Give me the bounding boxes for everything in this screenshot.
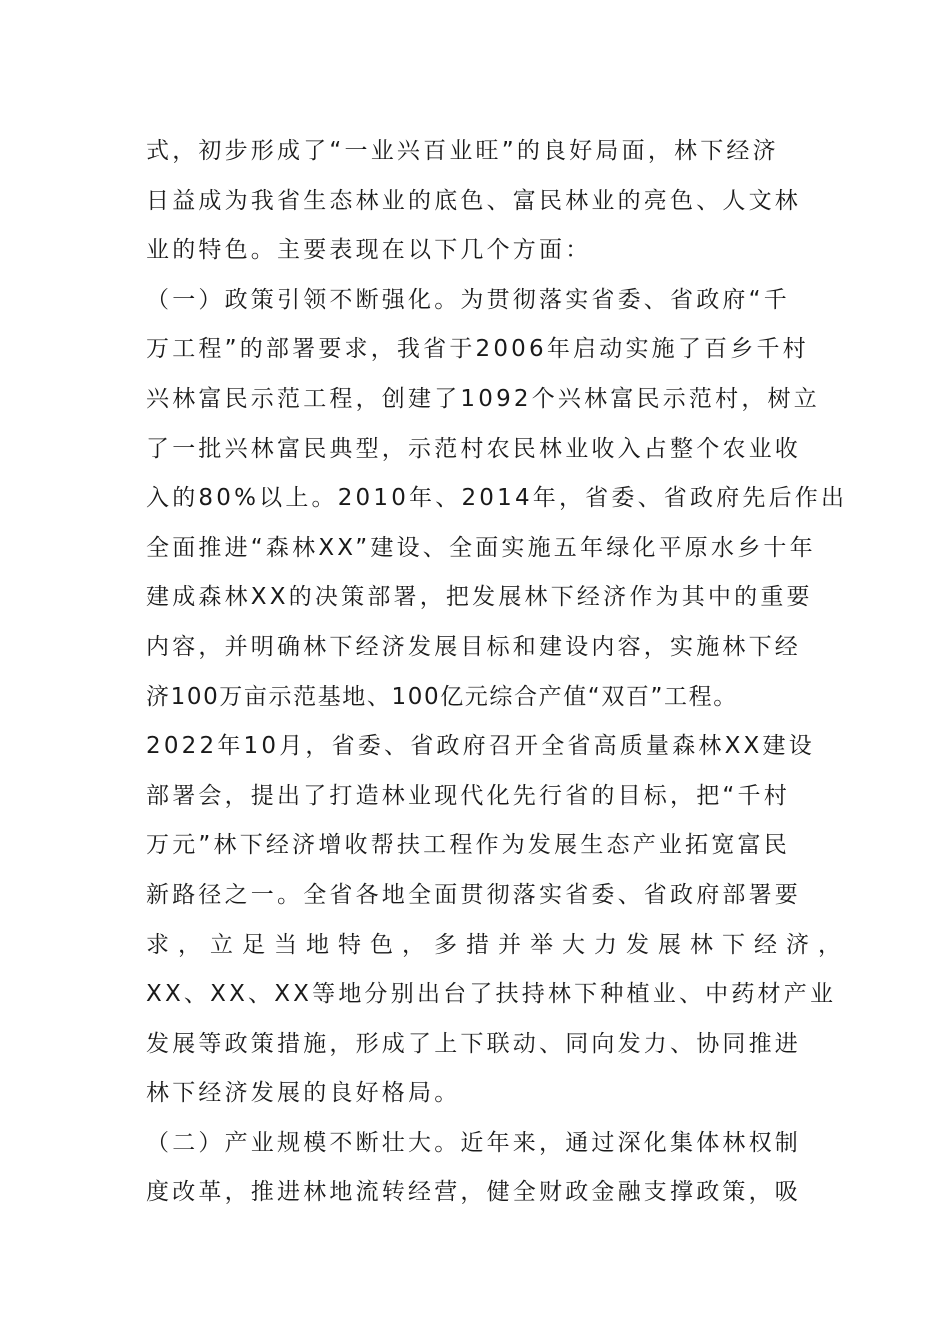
text-line: 业的特色。主要表现在以下几个方面： <box>146 237 592 264</box>
text-line: 入的80%以上。2010年、2014年，省委、省政府先后作出 <box>146 485 848 512</box>
text-line: 新路径之一。全省各地全面贯彻落实省委、省政府部署要 <box>146 881 801 908</box>
body-text <box>146 127 850 1218</box>
text-line: 内容，并明确林下经济发展目标和建设内容，实施林下经 <box>146 633 801 660</box>
text-line: 了一批兴林富民典型，示范村农民林业收入占整个农业收 <box>146 435 801 462</box>
text-line: 全面推进“森林XX”建设、全面实施五年绿化平原水乡十年 <box>146 534 816 561</box>
text-line: 建成森林XX的决策部署，把发展林下经济作为其中的重要 <box>146 584 813 611</box>
text-line: 万元”林下经济增收帮扶工程作为发展生态产业拓宽富民 <box>146 832 790 859</box>
section-heading-line: （二）产业规模不断壮大。近年来，通过深化集体林权制 <box>146 1129 801 1156</box>
section-heading-line: （一）政策引领不断强化。为贯彻落实省委、省政府“千 <box>146 286 790 313</box>
text-line: 济100万亩示范基地、100亿元综合产值“双百”工程。 <box>146 683 738 710</box>
text-line: 日益成为我省生态林业的底色、富民林业的亮色、人文林 <box>146 187 801 214</box>
text-line: 求，立足当地特色，多措并举大力发展林下经济， <box>146 931 850 958</box>
text-line: 兴林富民示范工程，创建了1092个兴林富民示范村，树立 <box>146 385 820 412</box>
text-line: 式，初步形成了“一业兴百业旺”的良好局面，林下经济 <box>146 138 779 164</box>
text-line: 林下经济发展的良好格局。 <box>146 1080 461 1107</box>
text-line: 部署会，提出了打造林业现代化先行省的目标，把“千村 <box>146 782 790 809</box>
text-line: XX、XX、XX等地分别出台了扶持林下种植业、中药材产业 <box>146 981 837 1008</box>
text-line: 度改革，推进林地流转经营，健全财政金融支撑政策，吸 <box>146 1179 801 1206</box>
text-line: 发展等政策措施，形成了上下联动、同向发力、协同推进 <box>146 1030 801 1057</box>
text-line: 2022年10月，省委、省政府召开全省高质量森林XX建设 <box>146 733 815 760</box>
text-line: 万工程”的部署要求，我省于2006年启动实施了百乡千村 <box>146 336 809 363</box>
